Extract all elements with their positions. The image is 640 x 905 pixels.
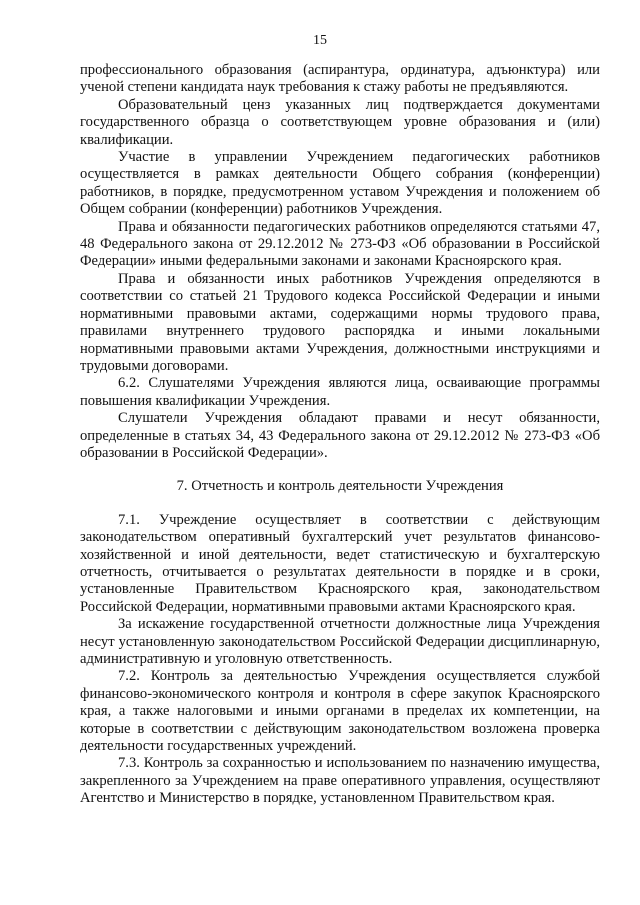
section-heading: 7. Отчетность и контроль деятельности Учреждения: [176, 478, 504, 495]
paragraph: Права и обязанности иных работников Учреждения определяются в соответствии со статьей 21 Трудового кодекса Российской Федерации и иными нормативными правовыми актами, содержащими нормы трудового права, правилами внутреннего трудового распорядка и иными локальными нормативными правовыми актами Учреждения, должностными инструкциями и трудовыми договорами.: [80, 270, 600, 374]
paragraph: Слушатели Учреждения обладают правами и несут обязанности, определенные в статьях 34, 43 Федерального закона от 29.12.2012 № 273-ФЗ «Об образовании в Российской Федерации».: [80, 410, 600, 461]
paragraph: Права и обязанности педагогических работников определяются статьями 47, 48 Федерального закона от 29.12.2012 № 273-ФЗ «Об образовании в Российской Федерации» иными федеральными законами и законами Красноярского края.: [80, 218, 600, 270]
page-number: 15: [313, 33, 327, 48]
document-body: [80, 62, 600, 808]
paragraph: 7.2. Контроль за деятельностью Учреждения осуществляется службой финансово-экономического контроля и контроля в сфере закупок Красноярского края, а также налоговыми и иными органами в пределах их компетенции, на которые в соответствии с действующим законодательством возложена проверка деятельности государственных учреждений.: [80, 668, 600, 755]
paragraph: Участие в управлении Учреждением педагогических работников осуществляется в рамках деятельности Общего собрания (конференции) работников, в порядке, предусмотренном уставом Учреждения и положением об Общем собрании (конференции) работников Учреждения.: [80, 149, 600, 218]
paragraph: 6.2. Слушателями Учреждения являются лица, осваивающие программы повышения квалификации Учреждения.: [80, 375, 600, 409]
paragraph: 7.1. Учреждение осуществляет в соответствии с действующим законодательством оперативный бухгалтерский учет результатов финансово-хозяйственной и иной деятельности, ведет статистическую и бухгалтерскую отчетность, отчитывается о результатах деятельности в порядке и в сроки, установленные Правительством Красноярского края, законодательством Российской Федерации, нормативными правовыми актами Красноярского края.: [80, 511, 600, 615]
paragraph: 7.3. Контроль за сохранностью и использованием по назначению имущества, закрепленного за Учреждением на праве оперативного управления, осуществляют Агентство и Министерство в порядке, установленном Правительством края.: [80, 755, 600, 807]
paragraph: За искажение государственной отчетности должностные лица Учреждения несут установленную законодательством Российской Федерации дисциплинарную, административную и уголовную ответственность.: [80, 616, 600, 667]
paragraph: Образовательный ценз указанных лиц подтверждается документами государственного образца о соответствующем уровне образования и (или) квалификации.: [80, 96, 600, 148]
paragraph: профессионального образования (аспирантура, ординатура, адъюнктура) или ученой степени кандидата наук требования к стажу работы не предъявляются.: [80, 62, 600, 96]
